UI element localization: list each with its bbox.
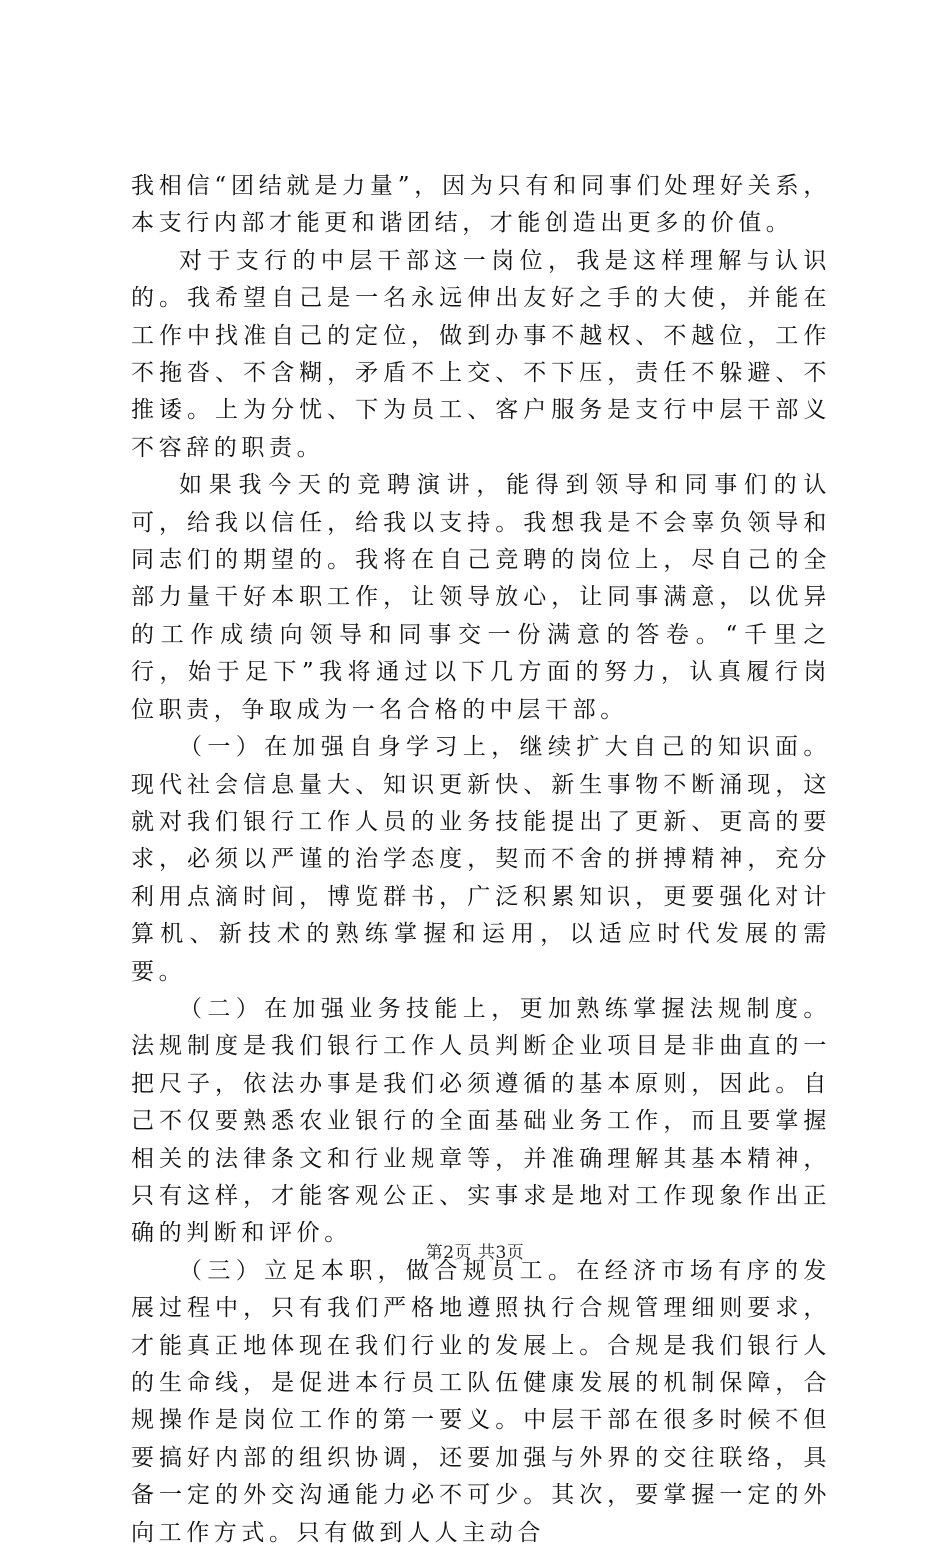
paragraph-1: 我相信“团结就是力量”，因为只有和同事们处理好关系，本支行内部才能更和谐团结，才能创造出更多的价值。 (131, 173, 831, 237)
paragraph-2: 对于支行的中层干部这一岗位，我是这样理解与认识的。我希望自己是一名永远伸出友好之手的大使，并能在工作中找准自己的定位，做到办事不越权、不越位，工作不拖沓、不含糊，矛盾不上交、不下压，责任不躲避、不推诿。上为分忧、下为员工、客户服务是支行中层干部义不容辞的职责。 (131, 247, 831, 461)
page-number-footer: 第2页 共3页 (425, 1243, 525, 1263)
paragraph-4: （一）在加强自身学习上，继续扩大自己的知识面。现代社会信息量大、知识更新快、新生事物不断涌现，这就对我们银行工作人员的业务技能提出了更新、更高的要求，必须以严谨的治学态度，契而不舍的拼搏精神，充分利用点滴时间，博览群书，广泛积累知识，更要强化对计算机、新技术的熟练掌握和运用，以适应时代发展的需要。 (131, 734, 831, 985)
paragraph-3: 如果我今天的竞聘演讲，能得到领导和同事们的认可，给我以信任，给我以支持。我想我是不会辜负领导和同志们的期望的。我将在自己竞聘的岗位上，尽自己的全部力量干好本职工作，让领导放心，让同事满意，以优异的工作成绩向领导和同事交一份满意的答卷。“千里之行，始于足下”我将通过以下几方面的努力，认真履行岗位职责，争取成为一名合格的中层干部。 (131, 472, 831, 723)
paragraph-5: （二）在加强业务技能上，更加熟练掌握法规制度。法规制度是我们银行工作人员判断企业项目是非曲直的一把尺子，依法办事是我们必须遵循的基本原则，因此。自己不仅要熟悉农业银行的全面基础业务工作，而且要掌握相关的法律条文和行业规章等，并准确理解其基本精神，只有这样，才能客观公正、实事求是地对工作现象作出正确的判断和评价。 (131, 995, 831, 1247)
document-body (131, 168, 831, 1552)
paragraph-6: （三）立足本职，做合规员工。在经济市场有序的发展过程中，只有我们严格地遵照执行合规管理细则要求，才能真正地体现在我们行业的发展上。合规是我们银行人的生命线，是促进本行员工队伍健康发展的机制保障，合规操作是岗位工作的第一要义。中层干部在很多时候不但要搞好内部的组织协调，还要加强与外界的交往联络，具备一定的外交沟通能力必不可少。其次，要掌握一定的外向工作方式。只有做到人人主动合 (131, 1257, 831, 1546)
